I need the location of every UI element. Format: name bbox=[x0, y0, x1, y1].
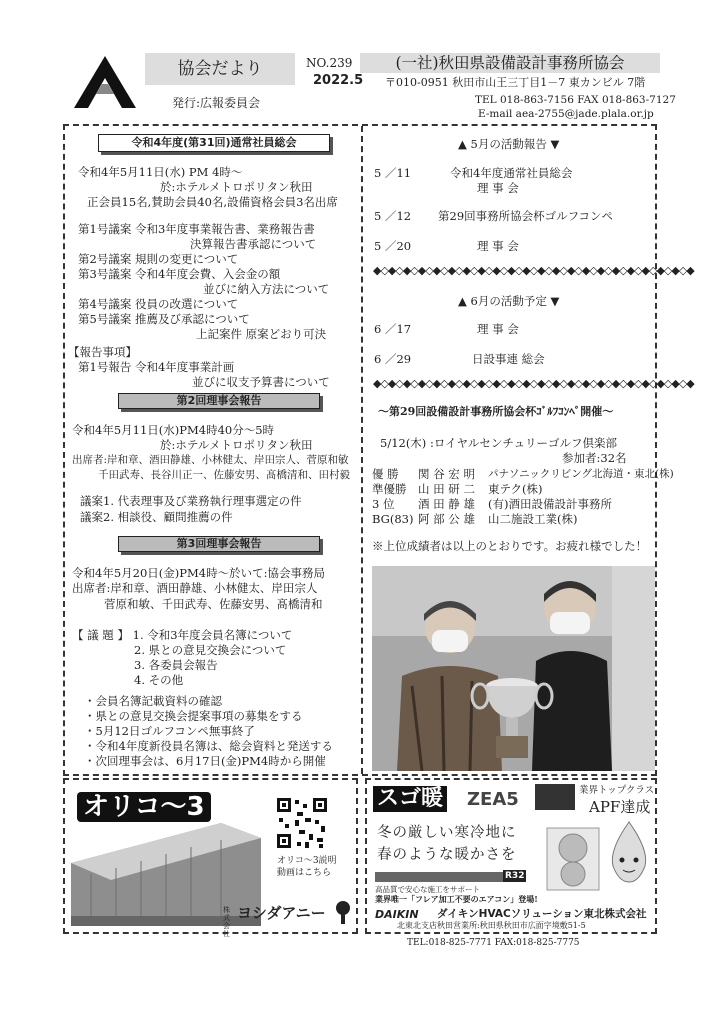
trophy-photo-image bbox=[372, 566, 655, 771]
organization-name: (一社)秋田県設備設計事務所協会 bbox=[360, 53, 660, 73]
newsletter-title: 協会だより bbox=[145, 53, 295, 85]
advertisement-yoshida[interactable] bbox=[63, 778, 358, 938]
s3-line: 令和4年5月20日(金)PM4時～於いて:協会事務局 bbox=[72, 566, 325, 580]
june-activity-title: ▲ 6月の活動予定 ▼ bbox=[458, 294, 560, 308]
result-company: (有)酒田設備設計事務所 bbox=[488, 497, 612, 511]
s1-line: 第1号議案 令和3年度事業報告書、業務報告書 bbox=[78, 222, 315, 236]
outdoor-unit-image bbox=[543, 824, 603, 894]
s3-line: 2. 県との意見交換会について bbox=[134, 643, 287, 657]
s2-line: 議案1. 代表理事及び業務執行理事選定の件 bbox=[80, 494, 302, 508]
golf-note: ※上位成績者は以上のとおりです。お疲れ様でした！ bbox=[372, 539, 648, 553]
board-meeting-3-title: 第3回理事会報告 bbox=[118, 536, 320, 552]
s3-line: ・次回理事会は、6月17日(金)PM4時から開催 bbox=[84, 754, 326, 768]
activity-date: 6 ／17 bbox=[374, 322, 412, 336]
issue-number: NO.239 bbox=[306, 56, 353, 70]
s3-line: 菅原和敏、千田武寿、佐藤安男、髙橋清和 bbox=[104, 597, 323, 611]
activity-date: 5 ／20 bbox=[374, 239, 412, 253]
s3-line: ・令和4年度新役員名簿は、総会資料と発送する bbox=[84, 739, 333, 753]
dealer-phone: TEL:018-825-7771 FAX:018-825-7775 bbox=[407, 938, 580, 948]
s2-line: 千田武寿、長谷川正一、佐藤安男、髙橋清和、田村毅 bbox=[98, 469, 350, 481]
product-name: オリコ～3 bbox=[77, 792, 211, 822]
result-name: 阿 部 公 雄 bbox=[418, 512, 475, 526]
s1-line: 並びに収支予算書について bbox=[192, 375, 330, 389]
qr-caption: オリコ～3説明 bbox=[277, 856, 337, 866]
s1-line: 第5号議案 推薦及び承認について bbox=[78, 312, 250, 326]
company-name: ヨシダアニー bbox=[237, 904, 326, 922]
model-name: ZEA5 bbox=[467, 789, 519, 810]
s1-line: 令和4年5月11日(水) PM 4時～ bbox=[78, 165, 243, 179]
s1-line: 第4号議案 役員の改選について bbox=[78, 297, 239, 311]
s3-line: ・会員名簿記載資料の確認 bbox=[84, 694, 222, 708]
s3-line: 3. 各委員会報告 bbox=[134, 658, 218, 672]
daikin-logo: DAIKIN bbox=[375, 908, 419, 921]
golf-title: ～第29回設備設計事務所協会杯ｺﾞﾙﾌｺﾝﾍﾟ開催～ bbox=[378, 405, 614, 418]
s1-line: 第1号報告 令和4年度事業計画 bbox=[78, 360, 235, 374]
result-name: 山 田 研 二 bbox=[418, 482, 475, 496]
apf-line1: 業界トップクラス bbox=[579, 785, 655, 796]
result-rank: 準優勝 bbox=[372, 482, 407, 496]
activity-event: 理 事 会 bbox=[477, 181, 519, 195]
ad-copy-1: 冬の厳しい寒冷地に bbox=[377, 825, 517, 841]
golf-participants: 参加者:32名 bbox=[562, 451, 627, 465]
s2-line: 議案2. 相談役、顧問推薦の件 bbox=[80, 510, 233, 524]
s1-line: 於:ホテルメトロポリタン秋田 bbox=[160, 180, 313, 194]
ad-copy-2: 春のような暖かさを bbox=[377, 847, 517, 863]
advertisement-daikin[interactable] bbox=[365, 778, 657, 934]
apf-line2: APF達成 bbox=[589, 798, 651, 816]
organization-address: 〒010-0951 秋田市山王三丁目1－7 東カンビル 7階 bbox=[385, 76, 646, 89]
diamond-divider: ◆◇◆◇◆◇◆◇◆◇◆◇◆◇◆◇◆◇◆◇◆◇◆◇◆◇◆◇◆◇◆◇◆◇◆◇◆◇◆◇◆◇◆ bbox=[373, 377, 694, 390]
qr-caption: 動画はこちら bbox=[277, 868, 332, 878]
column-divider bbox=[361, 126, 363, 774]
result-rank: 優 勝 bbox=[372, 467, 399, 481]
award-badge bbox=[535, 784, 575, 810]
activity-event: 日設事連 総会 bbox=[472, 352, 545, 366]
s1-line: 並びに納入方法について bbox=[203, 282, 330, 296]
issue-year: 2022.5 bbox=[313, 73, 364, 88]
may-activity-title: ▲ 5月の活動報告 ▼ bbox=[458, 137, 560, 151]
dealer-name: ダイキンHVACソリューション東北株式会社 bbox=[437, 908, 647, 920]
s1-line: 第3号議案 令和4年度会費、入会金の額 bbox=[78, 267, 281, 281]
s3-line: 4. その他 bbox=[134, 673, 184, 687]
s2-line: 出席者:岸和章、酒田静雄、小林健太、岸田宗人、菅原和敏 bbox=[72, 454, 349, 466]
s1-line: 上記案件 原案どおり可決 bbox=[196, 327, 327, 341]
result-company: 山二施設工業(株) bbox=[488, 512, 578, 526]
brand-name: スゴ暖 bbox=[373, 786, 447, 812]
activity-event: 令和4年度通常社員総会 bbox=[450, 166, 573, 180]
company-type: 株式会社 bbox=[223, 906, 230, 938]
result-company: 東テク(株) bbox=[488, 482, 543, 496]
result-rank: BG(83) bbox=[372, 512, 414, 526]
result-name: 関 谷 宏 明 bbox=[418, 467, 475, 481]
general-meeting-title: 令和4年度(第31回)通常社員総会 bbox=[98, 134, 330, 152]
activity-date: 6 ／29 bbox=[374, 352, 412, 366]
result-company: パナソニックリビング北海道・東北(株) bbox=[488, 468, 674, 480]
organization-phone: TEL 018-863-7156 FAX 018-863-7127 bbox=[475, 94, 676, 106]
s2-line: 於:ホテルメトロポリタン秋田 bbox=[160, 438, 313, 452]
association-logo bbox=[72, 54, 138, 110]
golf-date: 5/12(木) :ロイヤルセンチュリーゴルフ倶楽部 bbox=[380, 436, 618, 450]
activity-event: 理 事 会 bbox=[477, 239, 519, 253]
activity-event: 第29回事務所協会杯ゴルフコンペ bbox=[438, 209, 614, 223]
result-rank: 3 位 bbox=[372, 497, 395, 511]
organization-email[interactable]: E-mail aea-2755@jade.plala.or.jp bbox=[478, 108, 654, 120]
trophy-photo bbox=[372, 566, 655, 771]
diamond-divider: ◆◇◆◇◆◇◆◇◆◇◆◇◆◇◆◇◆◇◆◇◆◇◆◇◆◇◆◇◆◇◆◇◆◇◆◇◆◇◆◇◆◇◆ bbox=[373, 264, 694, 277]
s3-line: 【 議 題 】 1. 令和3年度会員名簿について bbox=[72, 628, 293, 642]
s1-line: 第2号議案 規則の変更について bbox=[78, 252, 239, 266]
ad-sub-2: 業界唯一「フレア加工不要のエアコン」登場! bbox=[375, 894, 538, 904]
ad-sub-1: 高品質で安心な施工をサポート bbox=[375, 885, 480, 894]
qr-code-icon[interactable] bbox=[275, 796, 329, 850]
s1-line: 正会員15名,賛助会員40名,設備資格会員3名出席 bbox=[87, 195, 338, 209]
company-logo-icon bbox=[333, 900, 353, 924]
board-meeting-2-title: 第2回理事会報告 bbox=[118, 393, 320, 409]
s3-line: 出席者:岸和章、酒田静雄、小林健太、岸田宗人 bbox=[72, 581, 318, 595]
activity-date: 5 ／12 bbox=[374, 209, 412, 223]
dealer-address: 北東北支店秋田営業所:秋田県秋田市広面字境敷51-5 bbox=[397, 921, 586, 930]
s3-line: ・5月12日ゴルフコンペ無事終了 bbox=[84, 724, 255, 738]
publisher: 発行:広報委員会 bbox=[172, 96, 261, 110]
s3-line: ・県との意見交換会提案事項の募集をする bbox=[84, 709, 303, 723]
mascot-icon bbox=[605, 820, 653, 886]
result-name: 酒 田 静 雄 bbox=[418, 497, 475, 511]
s1-line: 【報告事項】 bbox=[68, 345, 137, 359]
activity-date: 5 ／11 bbox=[374, 166, 412, 180]
activity-event: 理 事 会 bbox=[477, 322, 519, 336]
s1-line: 決算報告書承認について bbox=[190, 237, 317, 251]
refrigerant-badge: R32 bbox=[505, 871, 525, 881]
s2-line: 令和4年5月11日(水)PM4時40分～5時 bbox=[72, 423, 275, 437]
